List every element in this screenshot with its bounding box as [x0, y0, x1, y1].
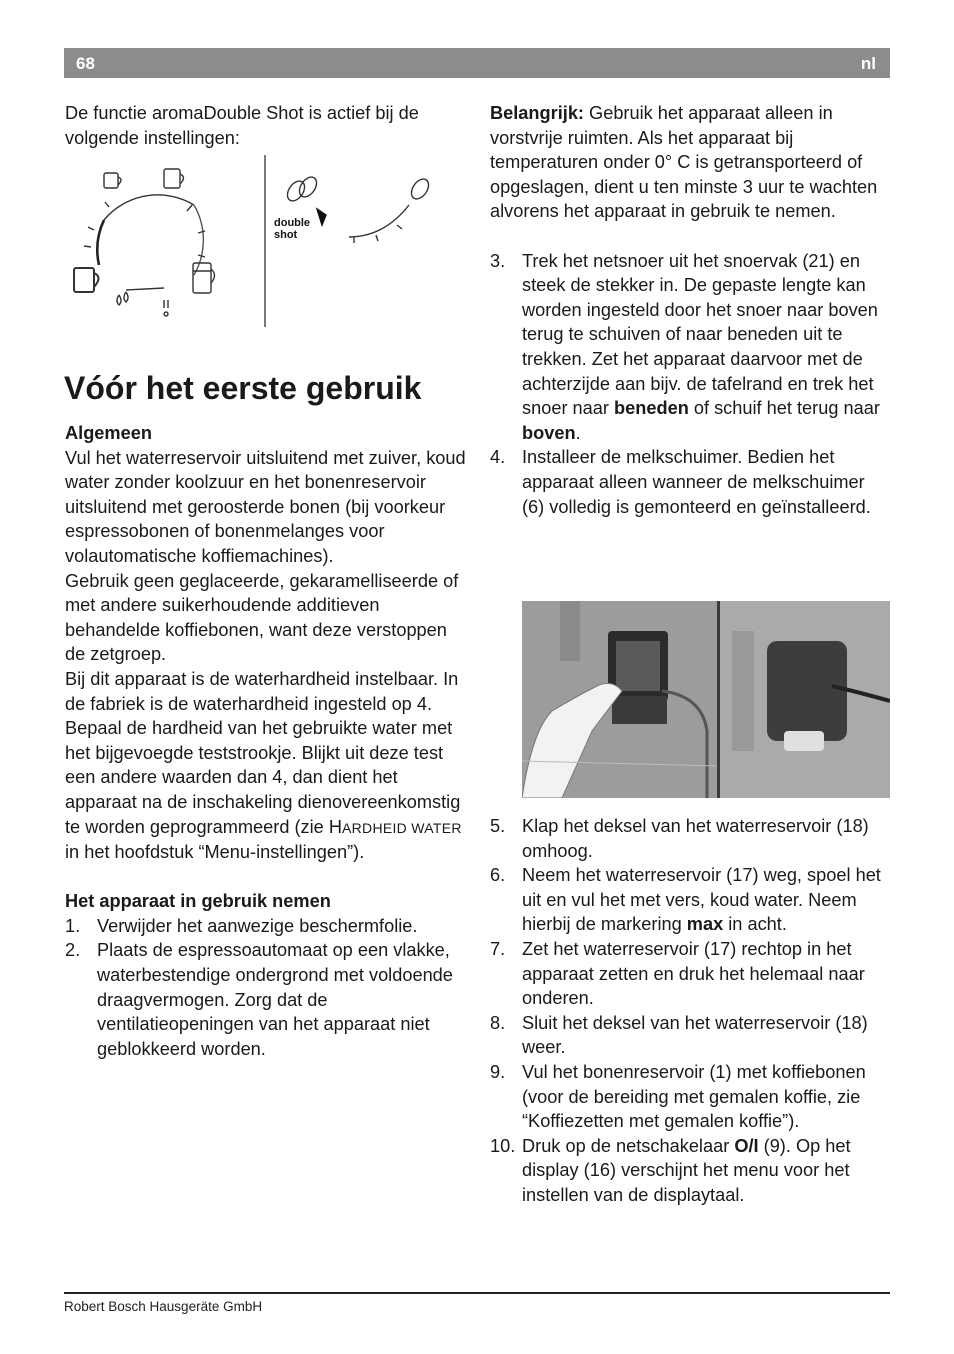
steps-3-4 [490, 249, 890, 520]
footer-rule [64, 1292, 890, 1294]
milk-frother-installation-photo [522, 601, 890, 798]
strength-dial-arc [104, 195, 194, 220]
drops-icon [117, 292, 128, 305]
list-item: 2. Plaats de espressoautomaat op een vlakke, waterbestendige ondergrond met voldoende draagvermogen. Zorg dat de ventilatieopeningen van het apparaat niet geblokkeerd worden. [65, 940, 453, 1059]
page-header-bar [64, 48, 890, 78]
list-item: 6. Neem het waterreservoir (17) weg, spoel het uit en vul het met vers, koud water. Neem hierbij de markering max in acht. [490, 865, 881, 935]
steps-5-10 [490, 814, 890, 1208]
section-title: Vóór het eerste gebruik [64, 370, 422, 406]
intro-text-block [65, 101, 469, 150]
frother-photo-drawing [522, 601, 890, 798]
double-shot-label-1: double [274, 217, 311, 229]
drip-icon [164, 300, 168, 316]
list-item: 4. Installeer de melkschuimer. Bedien het apparaat alleen wanneer de melkschuimer (6) volledig is gemonteerd en geïnstalleerd. [490, 447, 871, 517]
list-item: 10. Druk op de netschakelaar O/I (9). Op het display (16) verschijnt het menu voor het instellen van de displaytaal. [490, 1135, 851, 1205]
right-body-bottom [490, 814, 890, 1208]
algemeen-paragraph-1: Vul het waterreservoir uitsluitend met zuiver, koud water zonder koolzuur en het bonenreservoir uitsluitend met geroosterde bonen (bij voorkeur espressobonen of bonenmelanges voor volautomatische koffiemachines). [65, 447, 466, 566]
algemeen-heading: Algemeen [65, 423, 152, 443]
list-item: 3. Trek het netsnoer uit het snoervak (21) en steek de stekker in. De gepaste lengte kan worden ingesteld door het snoer naar boven terug te schuiven of naar beneden uit te trekken. Zet het apparaat daarvoor met de achterzijde aan bijv. de tafelrand en trek het snoer naar beneden of schuif het terug naar boven. [490, 250, 880, 443]
right-body-top [490, 101, 890, 519]
algemeen-paragraph-3: Bij dit apparaat is de waterhardheid instelbaar. In de fabriek is de waterhardheid ingesteld op 4. Bepaal de hardheid van het gebruikte water met het bijgevoegde teststrookje. Blijkt uit deze test een andere waarden dan 4, dan dient het apparaat na de inschakeling dienovereenkomstig te worden geprogrammeerd (zie HARDHEID WATER in het hoofdstuk “Menu-instellingen”). [65, 668, 462, 863]
left-body [65, 421, 469, 1061]
list-item: 7. Zet het waterreservoir (17) rechtop in het apparaat zetten en druk het helemaal naar onderen. [490, 938, 865, 1009]
single-bean-icon [408, 176, 432, 202]
double-bean-icon [284, 178, 308, 204]
small-cup-icon [104, 173, 118, 188]
cup-icon [164, 169, 180, 188]
aroma-double-shot-illustration [64, 155, 464, 327]
list-item: 8. Sluit het deksel van het waterreservoir (18) weer. [490, 1012, 868, 1058]
large-cup-icon [74, 268, 94, 292]
list-item: 5. Klap het deksel van het waterreservoir (18) omhoog. [490, 816, 869, 861]
intro-paragraph: De functie aromaDouble Shot is actief bij de volgende instellingen: [65, 103, 419, 148]
page-number: 68 [76, 54, 95, 73]
in-gebruik-steps [65, 914, 469, 1062]
double-shot-label-2: shot [274, 229, 298, 241]
footer-text: Robert Bosch Hausgeräte GmbH [64, 1299, 263, 1314]
mug-icon [193, 263, 211, 293]
list-item: 1. Verwijder het aanwezige beschermfolie. [65, 915, 418, 936]
belangrijk-paragraph: Belangrijk: Gebruik het apparaat alleen in vorstvrije ruimten. Als het apparaat bij temperaturen onder 0° C is getransporteerd of opgeslagen, dient u ten minste 3 uur te wachten alvorens het apparaat in gebruik te nemen. [490, 103, 878, 222]
language-code: nl [860, 54, 876, 73]
aroma-dial-arc [349, 205, 409, 237]
list-item: 9. Vul het bonenreservoir (1) met koffiebonen (voor de bereiding met gemalen koffie, zie “Koffiezetten met gemalen koffie”). [490, 1061, 866, 1132]
in-gebruik-heading: Het apparaat in gebruik nemen [65, 891, 331, 912]
algemeen-paragraph-2: Gebruik geen geglaceerde, gekaramelliseerde of met andere suikerhoudende additieven behandelde koffiebonen, want deze verstoppen de zetgroep. [65, 570, 459, 665]
